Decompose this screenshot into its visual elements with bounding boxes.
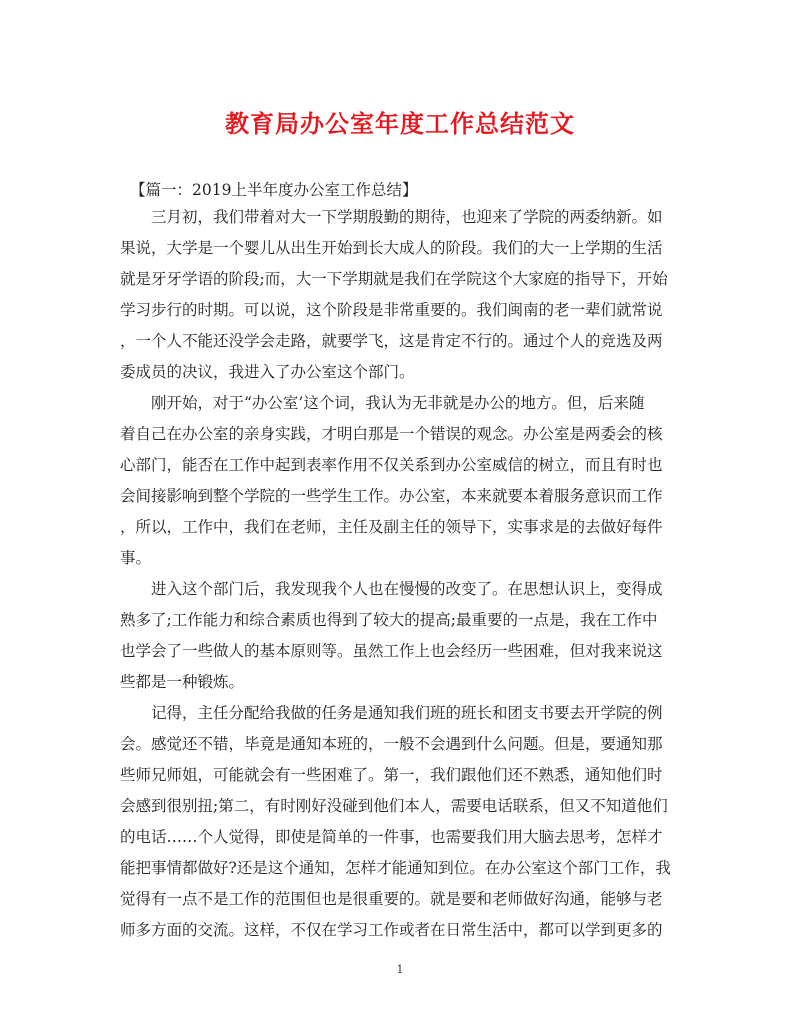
text-line: 刚开始，对于“办公室’这个词，我认为无非就是办公的地方。但，后来随 xyxy=(151,394,645,412)
text-line: 会感到很别扭;第二，有时刚好没碰到他们本人，需要电话联系，但又不知道他们 xyxy=(120,797,668,815)
page-number: 1 xyxy=(396,963,404,976)
text-line: 心部门，能否在工作中起到表率作用不仅关系到办公室威信的树立，而且有时也 xyxy=(120,456,663,474)
text-line: ，所以，工作中，我们在老师，主任及副主任的领导下，实事求是的去做好每件 xyxy=(120,518,663,536)
text-line: 些师兄师姐，可能就会有一些困难了。第一，我们跟他们还不熟悉，通知他们时 xyxy=(120,766,663,784)
text-line: ，一个人不能还没学会走路，就要学飞，这是肯定不行的。通过个人的竞选及两 xyxy=(120,332,663,350)
text-line: 三月初，我们带着对大一下学期殷勤的期待，也迎来了学院的两委纳新。如 xyxy=(151,208,663,226)
text-line: 熟多了;工作能力和综合素质也得到了较大的提高;最重要的一点是，我在工作中 xyxy=(120,611,658,629)
text-line: 也学会了一些做人的基本原则等。虽然工作上也会经历一些困难，但对我来说这 xyxy=(120,642,663,660)
text-line: 的电话……个人觉得，即使是简单的一件事，也需要我们用大脑去思考，怎样才 xyxy=(120,828,663,846)
text-line: 委成员的决议，我进入了办公室这个部门。 xyxy=(120,363,415,381)
text-line: 会。感觉还不错，毕竟是通知本班的，一般不会遇到什么问题。但是，要通知那 xyxy=(120,735,663,753)
text-line: 果说，大学是一个婴儿从出生开始到长大成人的阶段。我们的大一上学期的生活 xyxy=(120,239,663,257)
text-line: 能把事情都做好?还是这个通知，怎样才能通知到位。在办公室这个部门工作，我 xyxy=(120,859,671,877)
text-line: 些都是一种锻炼。 xyxy=(120,673,245,691)
section-heading: 【篇一：2019上半年度办公室工作总结】 xyxy=(130,181,418,199)
paragraph-3 xyxy=(120,574,680,698)
text-line: 学习步行的时期。可以说，这个阶段是非常重要的。我们闽南的老一辈们就常说 xyxy=(120,301,663,319)
text-line: 事。 xyxy=(120,549,152,567)
text-line: 记得，主任分配给我做的任务是通知我们班的班长和团支书要去开学院的例 xyxy=(151,704,663,722)
text-line: 着自己在办公室的亲身实践，才明白那是一个错误的观念。办公室是两委会的核 xyxy=(120,425,663,443)
text-line: 会间接影响到整个学院的一些学生工作。办公室，本来就要本着服务意识而工作 xyxy=(120,487,663,505)
text-line: 就是牙牙学语的阶段;而，大一下学期就是我们在学院这个大家庭的指导下，开始 xyxy=(120,270,668,288)
text-line: 进入这个部门后，我发现我个人也在慢慢的改变了。在思想认识上，变得成 xyxy=(151,580,663,598)
document-title: 教育局办公室年度工作总结范文 xyxy=(225,109,575,138)
text-line: 师多方面的交流。这样，不仅在学习工作或者在日常生活中，都可以学到更多的 xyxy=(120,921,663,939)
paragraph-2 xyxy=(120,388,680,574)
paragraph-1 xyxy=(120,202,680,388)
paragraph-4 xyxy=(120,698,680,946)
text-line: 觉得有一点不是工作的范围但也是很重要的。就是要和老师做好沟通，能够与老 xyxy=(120,890,663,908)
body-text xyxy=(120,202,680,946)
